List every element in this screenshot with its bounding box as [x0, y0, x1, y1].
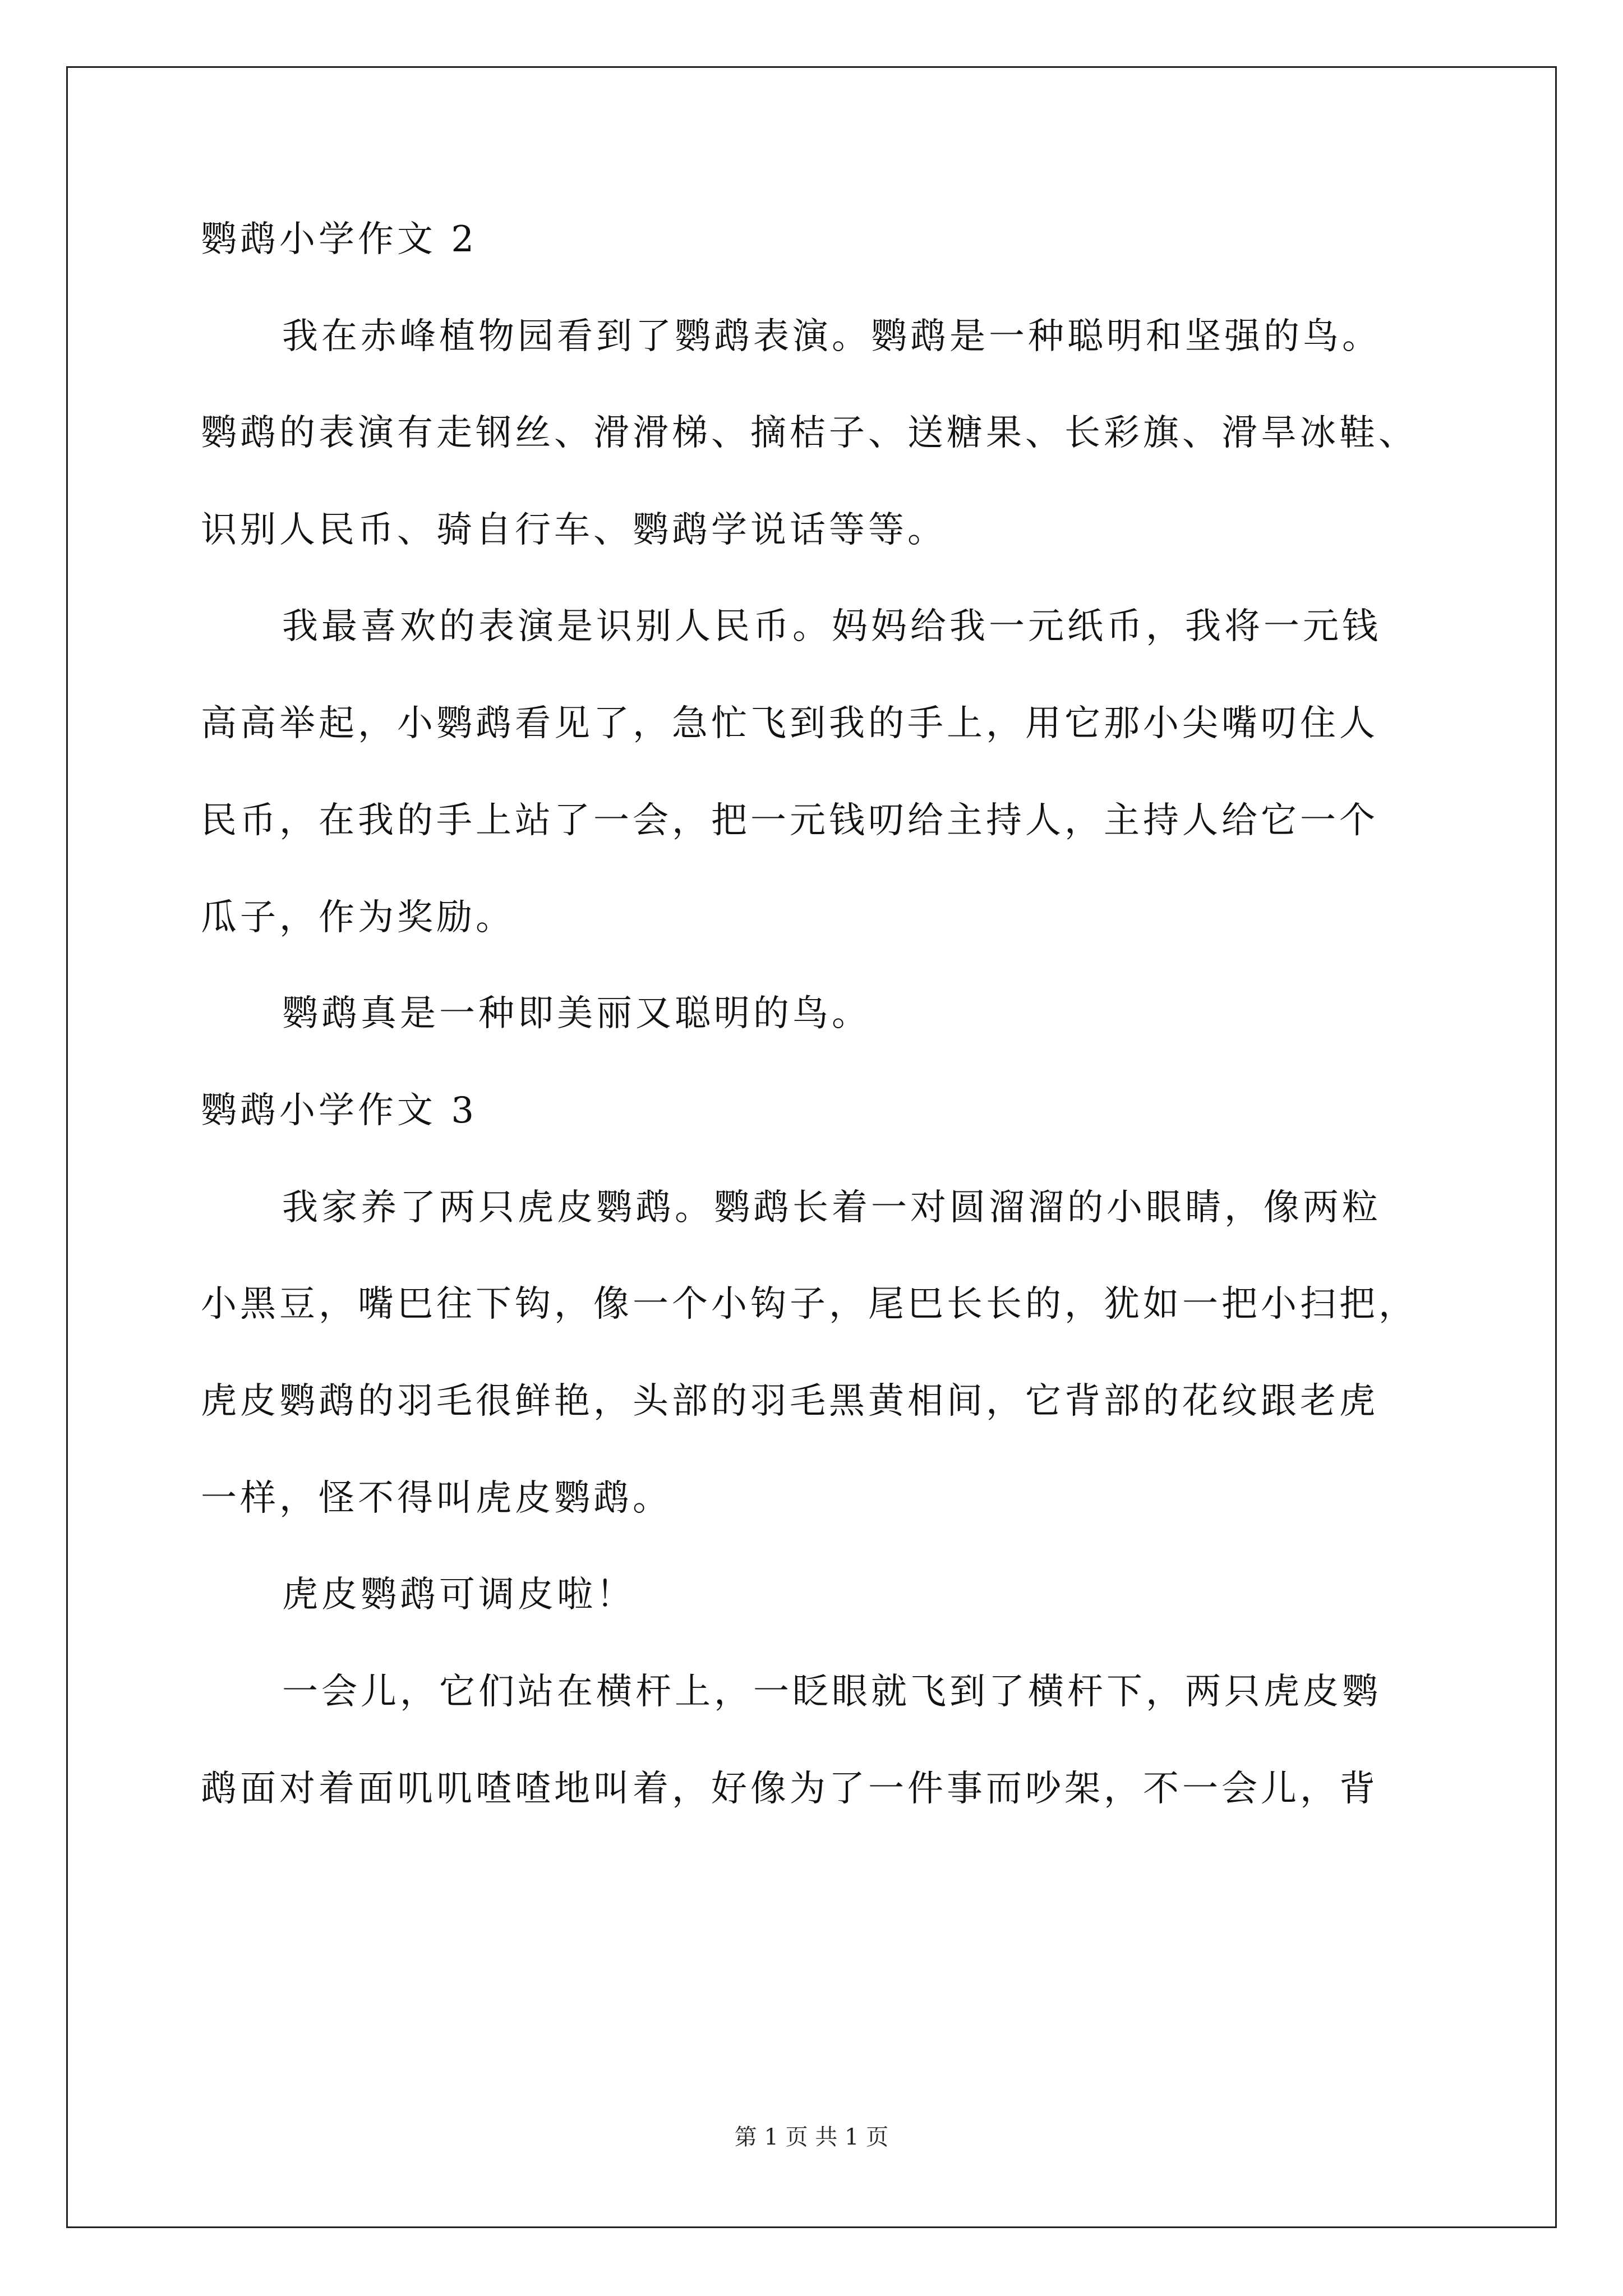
text-line: 一会儿，它们站在横杆上，一眨眼就飞到了横杆下，两只虎皮鹦: [282, 1671, 1381, 1713]
text-line: 识别人民币、骑自行车、鹦鹉学说话等等。: [201, 509, 947, 551]
text-line: 鹦鹉小学作文 2: [201, 219, 478, 260]
text-line: 鹦鹉小学作文 3: [201, 1090, 478, 1131]
text-line: 我家养了两只虎皮鹦鹉。鹦鹉长着一对圆溜溜的小眼睛，像两粒: [282, 1187, 1381, 1228]
page-border: [66, 66, 1557, 2228]
text-line: 鹉面对着面叽叽喳喳地叫着，好像为了一件事而吵架，不一会儿，背: [201, 1768, 1378, 1810]
text-line: 高高举起，小鹦鹉看见了，急忙飞到我的手上，用它那小尖嘴叨住人: [201, 703, 1378, 744]
text-line: 民币，在我的手上站了一会，把一元钱叨给主持人，主持人给它一个: [201, 800, 1378, 841]
text-line: 瓜子，作为奖励。: [201, 897, 515, 938]
text-line: 鹦鹉的表演有走钢丝、滑滑梯、摘桔子、送糖果、长彩旗、滑旱冰鞋、: [201, 412, 1418, 454]
text-line: 一样，怪不得叫虎皮鹦鹉。: [201, 1478, 672, 1519]
text-line: 我最喜欢的表演是识别人民币。妈妈给我一元纸币，我将一元钱: [282, 606, 1381, 647]
page-footer: 第 1 页 共 1 页: [734, 2124, 889, 2150]
text-line: 虎皮鹦鹉可调皮啦！: [282, 1574, 635, 1616]
text-line: 我在赤峰植物园看到了鹦鹉表演。鹦鹉是一种聪明和坚强的鸟。: [282, 316, 1381, 357]
text-line: 虎皮鹦鹉的羽毛很鲜艳，头部的羽毛黑黄相间，它背部的花纹跟老虎: [201, 1381, 1378, 1422]
text-line: 鹦鹉真是一种即美丽又聪明的鸟。: [282, 993, 871, 1034]
text-line: 小黑豆，嘴巴往下钩，像一个小钩子，尾巴长长的，犹如一把小扫把，: [201, 1283, 1418, 1325]
